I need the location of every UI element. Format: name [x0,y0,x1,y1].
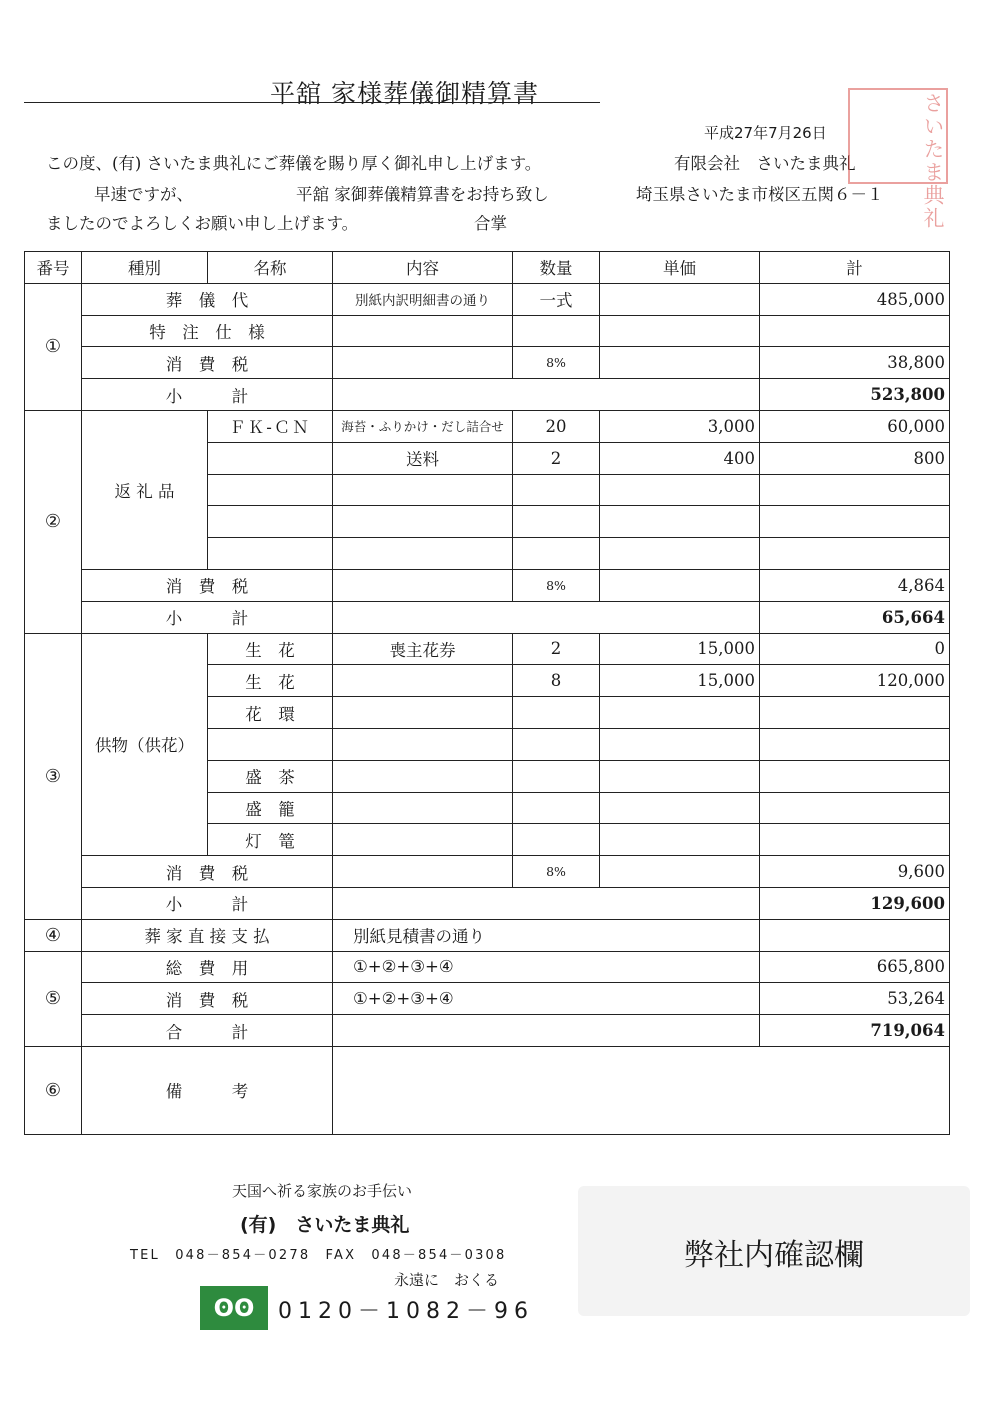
subtotal-amount: 523,800 [760,379,950,411]
item-content: 別紙内訳明細書の通り [333,283,513,315]
greeting-line-2: 早速ですが、 [94,185,193,204]
blank-cell [208,538,333,570]
header-name: 名称 [208,252,333,284]
blank-cell [760,506,950,538]
section-number: ④ [25,919,82,951]
greeting-line-3: 平舘 家御葬儀精算書をお持ち致し [296,185,549,204]
blank-cell [600,474,760,506]
table-row [25,951,950,983]
blank-cell [333,569,513,601]
blank-cell [760,919,950,951]
subtotal-blank [333,601,760,633]
table-row [25,315,950,347]
tax-label: 消 費 税 [82,569,333,601]
blank-cell [513,506,600,538]
item-unit-price [600,728,760,760]
item-content [333,728,513,760]
company-address: 埼玉県さいたま市桜区五関６－１ [636,185,884,204]
table-row [25,601,950,633]
settlement-table [24,251,950,1135]
item-total: 0 [760,633,950,665]
footer-company: (有) さいたま典礼 [240,1214,410,1236]
item-total [760,760,950,792]
item-unit-price [600,792,760,824]
title-underline [24,102,600,103]
subtotal-blank [333,379,760,411]
blank-cell [333,474,513,506]
table-row [25,856,950,888]
grand-total-amount: 719,064 [760,1015,950,1047]
item-name: 生 花 [208,665,333,697]
blank-cell [760,538,950,570]
section-number: ② [25,410,82,633]
blank-cell [513,474,600,506]
blank-cell [333,506,513,538]
grand-total-label: 合 計 [82,1015,333,1047]
blank-cell [333,1015,760,1047]
header-unit-price: 単価 [600,252,760,284]
item-quantity [513,728,600,760]
tax-label: 消 費 税 [82,856,333,888]
table-row [25,1046,950,1134]
item-name: 花 環 [208,697,333,729]
header-type: 種別 [82,252,208,284]
footer-motto: 永遠に おくる [394,1271,500,1289]
total-cost-formula: ①+②+③+④ [333,951,760,983]
section-number: ① [25,283,82,410]
item-name [208,442,333,474]
remarks-label: 備 考 [82,1046,333,1134]
tax-amount: 4,864 [760,569,950,601]
item-unit-price: 400 [600,442,760,474]
document-title: 平舘 家様葬儀御精算書 [270,79,539,108]
header-content: 内容 [333,252,513,284]
subtotal-label: 小 計 [82,887,333,919]
category-label: 供物（供花） [82,633,208,856]
item-quantity: 8 [513,665,600,697]
company-name: 有限会社 さいたま典礼 [674,154,856,173]
tax-rate: 8% [513,856,600,888]
blank-cell [513,538,600,570]
greeting-line-1: この度、(有) さいたま典礼にご葬儀を賜り厚く御礼申し上げます。 [46,154,542,173]
tax-label: 消 費 税 [82,347,333,379]
item-quantity [513,760,600,792]
internal-confirmation-label: 弊社内確認欄 [684,1238,864,1273]
item-label: 特 注 仕 様 [82,315,333,347]
table-row [25,569,950,601]
item-name: 生 花 [208,633,333,665]
blank-cell [600,569,760,601]
table-row [25,347,950,379]
item-content [333,824,513,856]
item-unit-price [600,760,760,792]
section-number: ③ [25,633,82,919]
table-row [25,1015,950,1047]
item-name: 灯 篭 [208,824,333,856]
item-total: 120,000 [760,665,950,697]
blank-cell [333,856,513,888]
table-row [25,887,950,919]
table-row [25,633,950,665]
item-content [333,665,513,697]
item-content: 喪主花券 [333,633,513,665]
item-total: 485,000 [760,283,950,315]
header-quantity: 数量 [513,252,600,284]
item-content [333,760,513,792]
freedial-logo-icon: ʘʘ [200,1286,268,1330]
tax-formula: ①+②+③+④ [333,983,760,1015]
greeting-line-4: ましたのでよろしくお願い申し上げます。 [46,214,359,233]
section-number: ⑤ [25,951,82,1046]
footer-phones: TEL 048－854－0278 FAX 048－854－0308 [130,1248,507,1263]
footer-slogan: 天国へ祈る家族のお手伝い [232,1182,413,1200]
item-total: 800 [760,442,950,474]
tax-rate: 8% [513,347,600,379]
item-quantity [513,697,600,729]
item-quantity [513,824,600,856]
freedial-number: 0120－1082－96 [278,1299,534,1324]
item-quantity [513,315,600,347]
item-content [333,315,513,347]
table-row [25,283,950,315]
subtotal-label: 小 計 [82,601,333,633]
item-unit-price: 3,000 [600,410,760,442]
subtotal-label: 小 計 [82,379,333,411]
total-cost-amount: 665,800 [760,951,950,983]
subtotal-amount: 65,664 [760,601,950,633]
remarks-content [333,1046,950,1134]
item-content: 海苔・ふりかけ・だし詰合せ [333,410,513,442]
table-row [25,379,950,411]
blank-cell [600,506,760,538]
item-quantity [513,792,600,824]
item-total [760,315,950,347]
category-label: 返 礼 品 [82,410,208,569]
section-number: ⑥ [25,1046,82,1134]
item-unit-price: 15,000 [600,665,760,697]
item-total [760,824,950,856]
item-total [760,792,950,824]
item-unit-price [600,824,760,856]
item-label: 葬 儀 代 [82,283,333,315]
header-total: 計 [760,252,950,284]
blank-cell [600,856,760,888]
item-unit-price: 15,000 [600,633,760,665]
item-name: ＦＫ-ＣＮ [208,410,333,442]
table-row [25,983,950,1015]
header-number: 番号 [25,252,82,284]
subtotal-blank [333,887,760,919]
item-name: 盛 茶 [208,760,333,792]
issue-date: 平成27年7月26日 [704,124,827,142]
item-name: 盛 籠 [208,792,333,824]
table-row [25,410,950,442]
tax-amount: 9,600 [760,856,950,888]
tax-label: 消 費 税 [82,983,333,1015]
item-content [333,697,513,729]
item-total [760,697,950,729]
direct-payment-label: 葬 家 直 接 支 払 [82,919,333,951]
table-row [25,919,950,951]
item-unit-price [600,697,760,729]
item-content [333,347,513,379]
item-quantity: 一式 [513,283,600,315]
blank-cell [208,506,333,538]
greeting-closing: 合掌 [474,214,507,233]
company-seal-stamp: さいたま典礼 [848,88,948,184]
direct-payment-content: 別紙見積書の通り [333,919,760,951]
blank-cell [600,538,760,570]
tax-amount: 53,264 [760,983,950,1015]
table-header-row [25,252,950,284]
item-content [333,792,513,824]
item-name [208,728,333,760]
item-quantity: 2 [513,633,600,665]
blank-cell [760,474,950,506]
item-unit-price [600,283,760,315]
item-unit-price [600,315,760,347]
subtotal-amount: 129,600 [760,887,950,919]
item-total [760,728,950,760]
item-content: 送料 [333,442,513,474]
item-quantity: 20 [513,410,600,442]
blank-cell [208,474,333,506]
tax-amount: 38,800 [760,347,950,379]
item-quantity: 2 [513,442,600,474]
tax-rate: 8% [513,569,600,601]
item-total: 60,000 [760,410,950,442]
item-unit-price [600,347,760,379]
blank-cell [333,538,513,570]
total-cost-label: 総 費 用 [82,951,333,983]
